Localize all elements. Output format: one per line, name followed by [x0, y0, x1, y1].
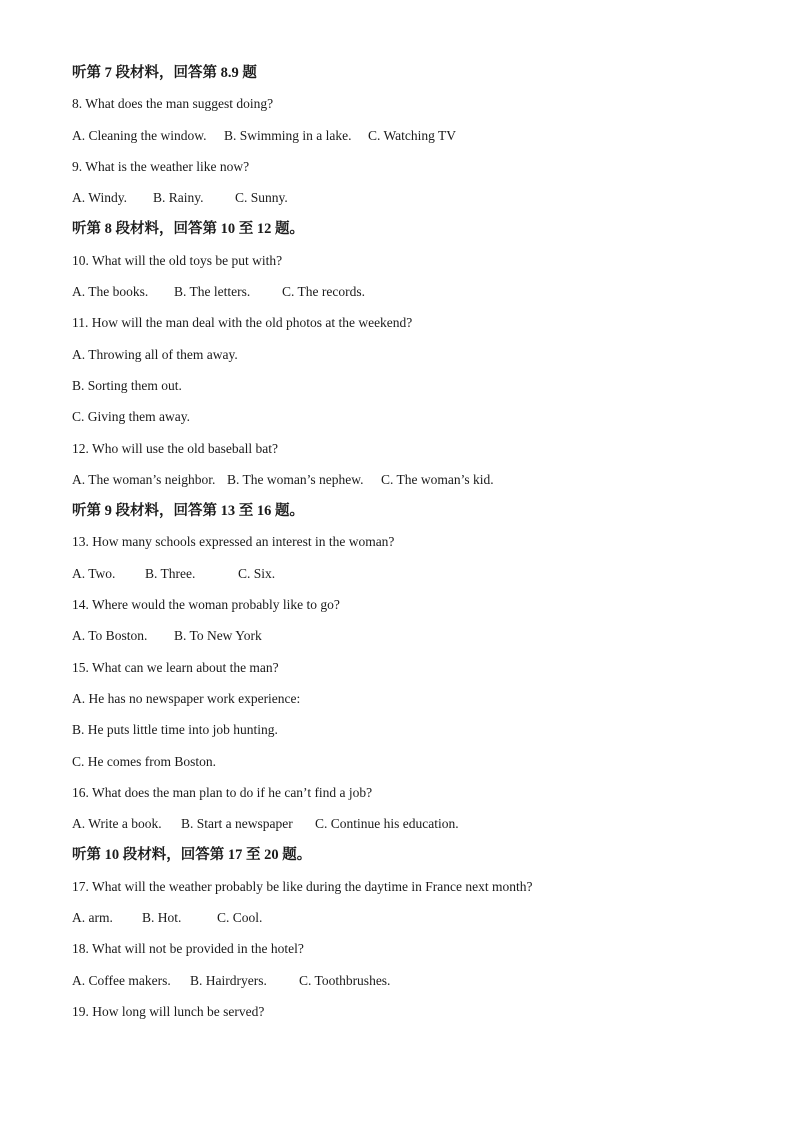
option-15-b: B. He puts little time into job hunting. [72, 722, 278, 738]
option-18-c: C. Toothbrushes. [299, 972, 391, 988]
section-heading-10: 听第 10 段材料，回答第 17 至 20 题。 [72, 847, 312, 864]
option-18-b: B. Hairdryers. [190, 972, 267, 988]
option-16-c: C. Continue his education. [315, 816, 459, 832]
options-8 [72, 127, 752, 145]
question-8: 8. What does the man suggest doing? [72, 96, 274, 112]
options-16 [72, 815, 752, 833]
question-17: 17. What will the weather probably be like during the daytime in France next month? [72, 878, 533, 894]
option-11-b: B. Sorting them out. [72, 377, 182, 393]
question-19: 19. How long will lunch be served? [72, 1003, 265, 1019]
options-13 [72, 565, 752, 583]
section-heading-9: 听第 9 段材料，回答第 13 至 16 题。 [72, 503, 304, 520]
option-13-a: A. Two. [72, 565, 116, 581]
option-16-b: B. Start a newspaper [181, 816, 293, 832]
option-17-a: A. arm. [72, 910, 113, 926]
question-13: 13. How many schools expressed an interest in the woman? [72, 534, 395, 550]
option-9-a: A. Windy. [72, 190, 127, 206]
question-18: 18. What will not be provided in the hotel? [72, 941, 304, 957]
option-8-c: C. Watching TV [368, 127, 457, 143]
option-10-c: C. The records. [282, 284, 365, 300]
option-10-b: B. The letters. [174, 284, 251, 300]
options-9 [72, 189, 752, 207]
option-17-b: B. Hot. [142, 910, 182, 926]
options-17 [72, 909, 752, 927]
question-9: 9. What is the weather like now? [72, 158, 250, 174]
option-9-b: B. Rainy. [153, 190, 204, 206]
option-13-b: B. Three. [145, 565, 196, 581]
option-11-c: C. Giving them away. [72, 409, 190, 425]
option-14-a: A. To Boston. [72, 628, 148, 644]
question-15: 15. What can we learn about the man? [72, 659, 279, 675]
option-8-b: B. Swimming in a lake. [224, 127, 352, 143]
option-12-c: C. The woman’s kid. [381, 471, 494, 487]
section-heading-8: 听第 8 段材料，回答第 10 至 12 题。 [72, 221, 304, 238]
option-9-c: C. Sunny. [235, 190, 288, 206]
option-10-a: A. The books. [72, 284, 149, 300]
option-14-b: B. To New York [174, 628, 262, 644]
option-15-a: A. He has no newspaper work experience: [72, 690, 301, 706]
option-15-c: C. He comes from Boston. [72, 753, 216, 769]
option-18-a: A. Coffee makers. [72, 972, 171, 988]
question-16: 16. What does the man plan to do if he can’t find a job? [72, 784, 373, 800]
option-17-c: C. Cool. [217, 910, 263, 926]
options-10 [72, 283, 752, 301]
question-14: 14. Where would the woman probably like to go? [72, 597, 340, 613]
options-14 [72, 627, 752, 645]
options-18 [72, 972, 752, 990]
question-11: 11. How will the man deal with the old photos at the weekend? [72, 315, 413, 331]
options-12 [72, 471, 752, 489]
option-12-a: A. The woman’s neighbor. [72, 471, 216, 487]
option-11-a: A. Throwing all of them away. [72, 346, 238, 362]
option-8-a: A. Cleaning the window. [72, 127, 207, 143]
question-10: 10. What will the old toys be put with? [72, 252, 283, 268]
document-page [72, 64, 752, 1034]
option-12-b: B. The woman’s nephew. [227, 471, 364, 487]
option-16-a: A. Write a book. [72, 816, 162, 832]
section-heading-7: 听第 7 段材料，回答第 8.9 题 [72, 65, 257, 81]
option-13-c: C. Six. [238, 565, 276, 581]
question-12: 12. Who will use the old baseball bat? [72, 440, 278, 456]
